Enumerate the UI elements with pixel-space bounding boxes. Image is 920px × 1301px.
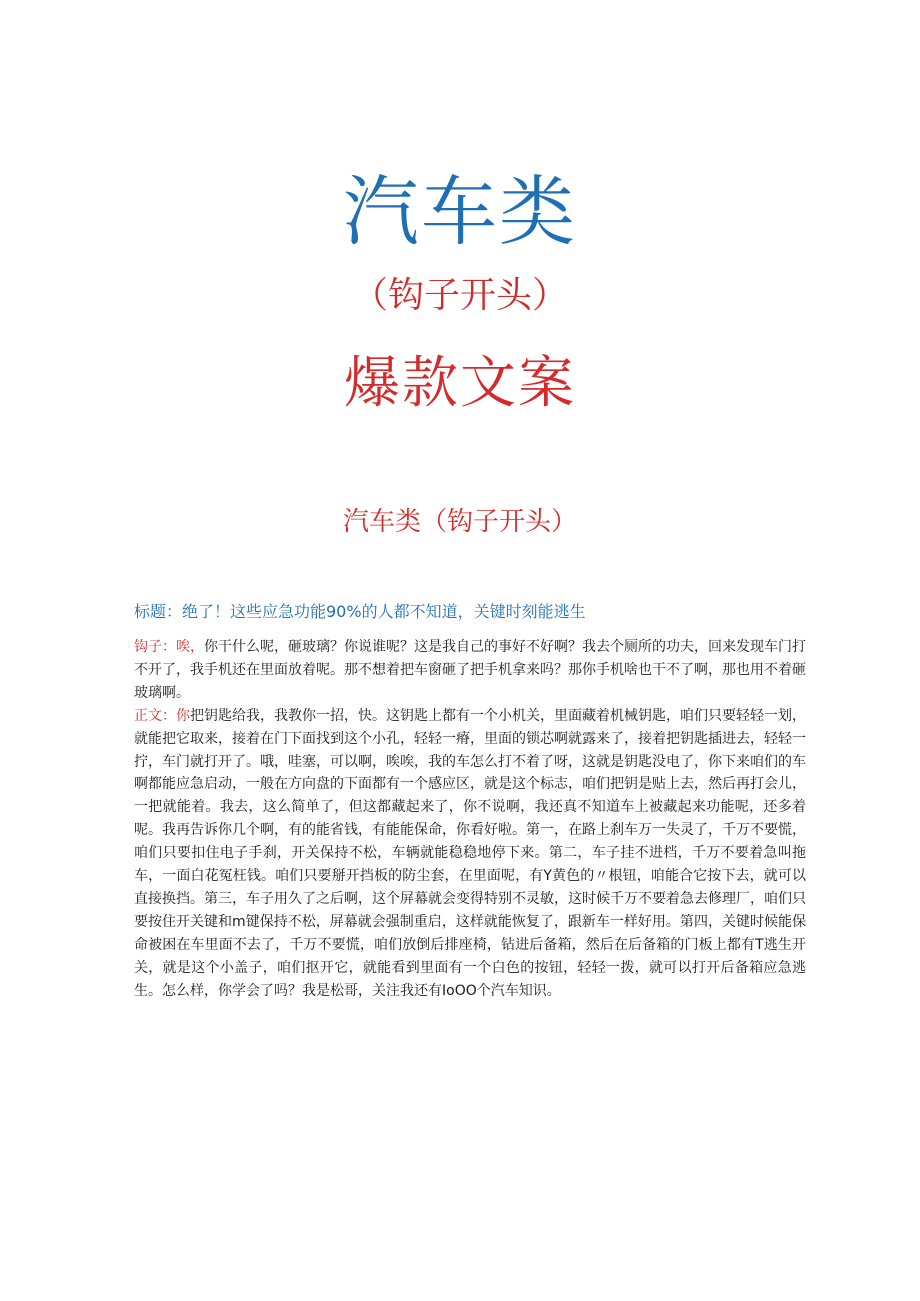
cover-title: 汽车类 xyxy=(343,167,577,256)
hook-paragraph xyxy=(134,636,806,705)
cover-subtitle: （钩子开头） xyxy=(351,275,568,316)
article-body xyxy=(134,636,806,1003)
hook-text: 你干什么呢，砸玻璃？你说谁呢？这是我自己的事好不好啊？我去个厕所的功夫，回来发现车门打不开了，我手机还在里面放着呢。那不想着把车窗砸了把手机拿来吗？那你手机啥也干不了啊，那也用不着砸玻璃啊。 xyxy=(134,639,806,701)
body-paragraph xyxy=(134,705,806,1003)
section-heading: 汽车类（钩子开头） xyxy=(342,507,577,537)
body-text: 把钥匙给我，我教你一招，快。这钥匙上都有一个小机关，里面藏着机械钥匙，咱们只要轻轻一划，就能把它取来，接着在门下面找到这个小孔，轻轻一瘠，里面的锁芯啊就露来了，接着把钥匙插进去，轻轻一拧，车门就打开了。哦，哇塞，可以啊，唉唉，我的车怎么打不着了呀，这就是钥匙没电了，你下来咱们的车啊都能应急启动，一般在方向盘的下面都有一个感应区，就是这个标志，咱们把钥是贴上去，然后再打会儿，一把就能着。我去，这么简单了，但这都藏起来了，你不说啊，我还真不知道车上被藏起来功能呢，还多着呢。我再告诉你几个啊，有的能省钱，有能能保命，你看好啦。第一，在路上刹车万一失灵了，千万不要慌，咱们只要扣住电子手刹，开关保持不松，车辆就能稳稳地停下来。第二，车子挂不进档，千万不要着急叫拖车，一面白花冤枉钱。咱们只要掰开挡板的防尘套，在里面呢，有Y黄色的〃根钮，咱能合它按下去，就可以直接换挡。第三，车子用久了之后啊，这个屏幕就会变得特别不灵敏，这时候千万不要着急去修理厂，咱们只要按住开关键和m键保持不松，屏幕就会强制重启，这样就能恢复了，跟新车一样好用。第四，关键时候能保命被困在车里面不去了，千万不要慌，咱们放倒后排座椅，钻进后备箱，然后在后备箱的门板上都有T逃生开关，就是这个小盖子，咱们抠开它，就能看到里面有一个白色的按钮，轻轻一拨，就可以打开后备箱应急逃生。怎么样，你学会了吗？我是松哥，关注我还有IoOO个汽车知识。 xyxy=(134,707,806,999)
article-headline: 标题：绝了！这些应急功能90%的人都不知道，关键时刻能逃生 xyxy=(134,602,586,621)
hook-label: 钩子：唉， xyxy=(134,639,204,655)
cover-title-red: 爆款文案 xyxy=(344,351,576,416)
body-label: 正文：你 xyxy=(134,707,190,724)
